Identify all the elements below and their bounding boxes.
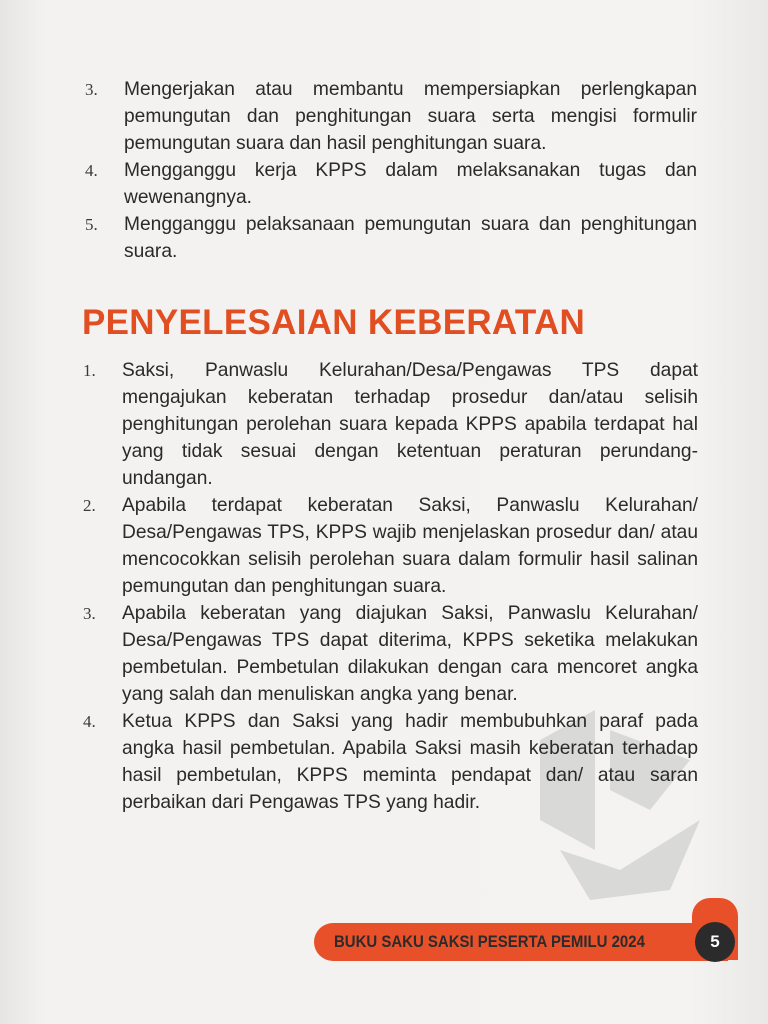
list-item-number: 1.	[83, 361, 96, 380]
list-item	[83, 600, 698, 708]
footer-book-title: BUKU SAKU SAKSI PESERTA PEMILU 2024	[334, 932, 645, 951]
list-item-number: 2.	[83, 496, 96, 515]
page-number: 5	[710, 932, 720, 951]
prohibited-actions-list	[85, 76, 697, 265]
list-item-text: Mengerjakan atau membantu mempersiapkan perlengkapan pemungutan dan penghitungan suara serta mengisi formulir pemungutan suara dan hasil penghitungan suara.	[124, 79, 697, 154]
list-item	[85, 211, 697, 265]
list-item	[83, 708, 698, 816]
list-item-text: Apabila terdapat keberatan Saksi, Panwaslu Kelurahan/ Desa/Pengawas TPS, KPPS wajib menjelaskan prosedur dan/ atau mencocokkan selisih perolehan suara dalam formulir hasil salinan pemungutan dan penghitungan suara.	[122, 495, 698, 597]
list-item-text: Mengganggu kerja KPPS dalam melaksanakan tugas dan wewenangnya.	[124, 160, 697, 208]
list-item	[83, 492, 698, 600]
list-item	[85, 76, 697, 157]
objection-resolution-list	[83, 357, 698, 816]
list-item-text: Ketua KPPS dan Saksi yang hadir membubuhkan paraf pada angka hasil pembetulan. Apabila Saksi masih keberatan terhadap hasil pembetulan, KPPS meminta pendapat dan/ atau saran perbaikan dari Pengawas TPS yang hadir.	[122, 711, 698, 813]
list-item-number: 5.	[85, 215, 98, 234]
list-item-text: Apabila keberatan yang diajukan Saksi, Panwaslu Kelurahan/ Desa/Pengawas TPS dapat diterima, KPPS seketika melakukan pembetulan. Pembetulan dilakukan dengan cara mencoret angka yang salah dan menuliskan angka yang benar.	[122, 603, 698, 705]
list-item-number: 3.	[83, 604, 96, 623]
list-item	[83, 357, 698, 492]
list-item-number: 4.	[83, 712, 96, 731]
list-item-text: Saksi, Panwaslu Kelurahan/Desa/Pengawas TPS dapat mengajukan keberatan terhadap prosedur dan/atau selisih penghitungan perolehan suara kepada KPPS apabila terdapat hal yang tidak sesuai dengan ketentuan peraturan perundang-undangan.	[122, 360, 698, 489]
list-item	[85, 157, 697, 211]
list-item-number: 4.	[85, 161, 98, 180]
section-heading: PENYELESAIAN KEBERATAN	[82, 303, 586, 342]
list-item-number: 3.	[85, 80, 98, 99]
list-item-text: Mengganggu pelaksanaan pemungutan suara dan penghitungan suara.	[124, 214, 697, 262]
